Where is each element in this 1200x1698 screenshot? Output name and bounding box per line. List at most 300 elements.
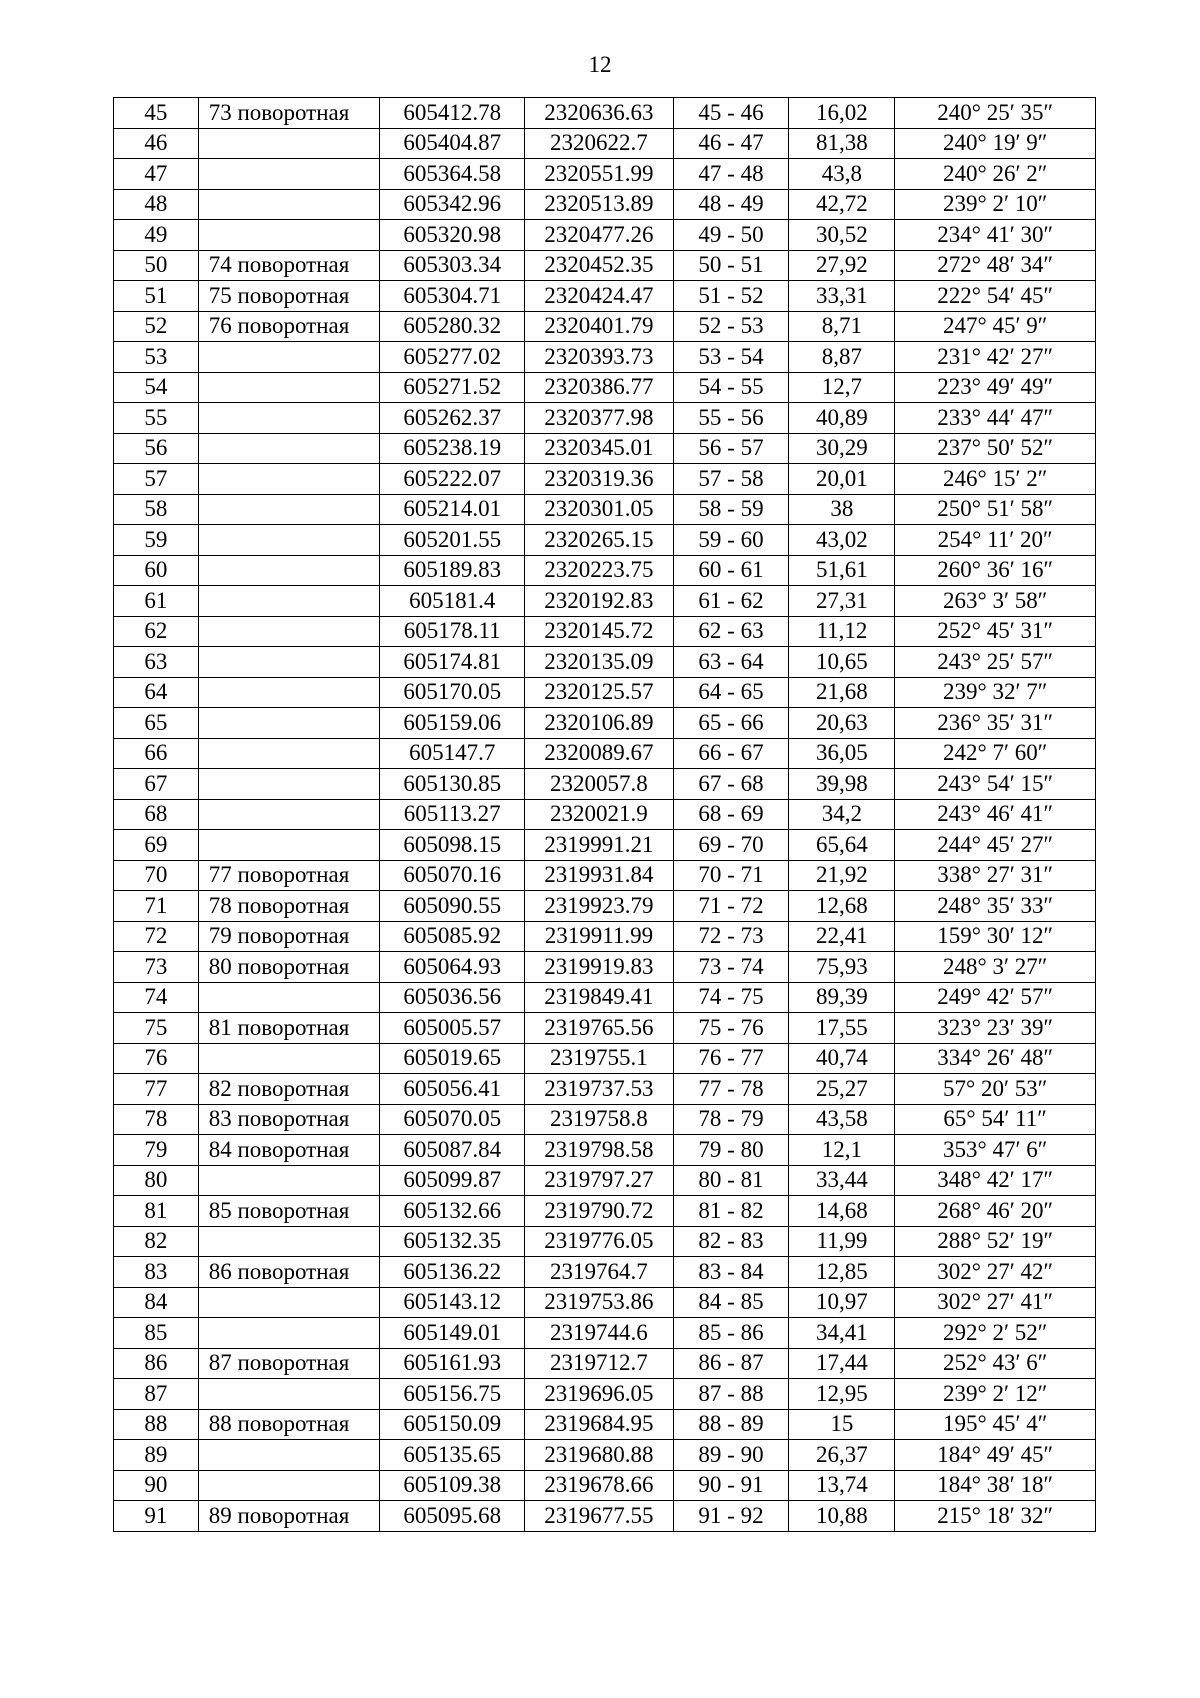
table-row: [114, 1409, 1096, 1440]
x-coordinate-cell: 605087.84: [380, 1135, 525, 1166]
segment-cell: 78 - 79: [673, 1104, 789, 1135]
direction-angle-cell: 249° 42′ 57″: [895, 982, 1096, 1013]
y-coordinate-cell: 2320301.05: [525, 494, 673, 525]
point-number-cell: 45: [114, 98, 199, 129]
x-coordinate-cell: 605342.96: [380, 189, 525, 220]
x-coordinate-cell: 605132.35: [380, 1226, 525, 1257]
y-coordinate-cell: 2320319.36: [525, 464, 673, 495]
x-coordinate-cell: 605135.65: [380, 1440, 525, 1471]
point-number-cell: 52: [114, 311, 199, 342]
turning-point-name-cell: [198, 1318, 379, 1349]
table-row: [114, 1226, 1096, 1257]
x-coordinate-cell: 605150.09: [380, 1409, 525, 1440]
direction-angle-cell: 244° 45′ 27″: [895, 830, 1096, 861]
segment-length-cell: 30,52: [789, 220, 895, 251]
y-coordinate-cell: 2320386.77: [525, 372, 673, 403]
turning-point-name-cell: [198, 708, 379, 739]
turning-point-name-cell: [198, 372, 379, 403]
direction-angle-cell: 292° 2′ 52″: [895, 1318, 1096, 1349]
point-number-cell: 48: [114, 189, 199, 220]
y-coordinate-cell: 2319737.53: [525, 1074, 673, 1105]
segment-cell: 76 - 77: [673, 1043, 789, 1074]
segment-cell: 82 - 83: [673, 1226, 789, 1257]
y-coordinate-cell: 2319753.86: [525, 1287, 673, 1318]
x-coordinate-cell: 605320.98: [380, 220, 525, 251]
y-coordinate-cell: 2320135.09: [525, 647, 673, 678]
segment-length-cell: 20,01: [789, 464, 895, 495]
y-coordinate-cell: 2320265.15: [525, 525, 673, 556]
segment-cell: 56 - 57: [673, 433, 789, 464]
x-coordinate-cell: 605005.57: [380, 1013, 525, 1044]
turning-point-name-cell: 83 поворотная: [198, 1104, 379, 1135]
segment-length-cell: 13,74: [789, 1470, 895, 1501]
y-coordinate-cell: 2319684.95: [525, 1409, 673, 1440]
x-coordinate-cell: 605085.92: [380, 921, 525, 952]
table-row: [114, 220, 1096, 251]
table-row: [114, 982, 1096, 1013]
point-number-cell: 88: [114, 1409, 199, 1440]
y-coordinate-cell: 2319680.88: [525, 1440, 673, 1471]
direction-angle-cell: 302° 27′ 41″: [895, 1287, 1096, 1318]
point-number-cell: 62: [114, 616, 199, 647]
table-row: [114, 738, 1096, 769]
turning-point-name-cell: [198, 1287, 379, 1318]
direction-angle-cell: 247° 45′ 9″: [895, 311, 1096, 342]
table-row: [114, 372, 1096, 403]
y-coordinate-cell: 2320125.57: [525, 677, 673, 708]
turning-point-name-cell: [198, 799, 379, 830]
x-coordinate-cell: 605304.71: [380, 281, 525, 312]
x-coordinate-cell: 605070.16: [380, 860, 525, 891]
x-coordinate-cell: 605099.87: [380, 1165, 525, 1196]
table-row: [114, 586, 1096, 617]
table-row: [114, 525, 1096, 556]
y-coordinate-cell: 2320192.83: [525, 586, 673, 617]
segment-length-cell: 34,41: [789, 1318, 895, 1349]
segment-length-cell: 33,44: [789, 1165, 895, 1196]
y-coordinate-cell: 2319931.84: [525, 860, 673, 891]
segment-length-cell: 38: [789, 494, 895, 525]
turning-point-name-cell: 88 поворотная: [198, 1409, 379, 1440]
turning-point-name-cell: [198, 586, 379, 617]
direction-angle-cell: 348° 42′ 17″: [895, 1165, 1096, 1196]
segment-length-cell: 25,27: [789, 1074, 895, 1105]
segment-cell: 48 - 49: [673, 189, 789, 220]
segment-cell: 51 - 52: [673, 281, 789, 312]
turning-point-name-cell: 76 поворотная: [198, 311, 379, 342]
segment-length-cell: 17,44: [789, 1348, 895, 1379]
point-number-cell: 47: [114, 159, 199, 190]
direction-angle-cell: 184° 49′ 45″: [895, 1440, 1096, 1471]
x-coordinate-cell: 605136.22: [380, 1257, 525, 1288]
segment-cell: 81 - 82: [673, 1196, 789, 1227]
x-coordinate-cell: 605132.66: [380, 1196, 525, 1227]
turning-point-name-cell: [198, 189, 379, 220]
direction-angle-cell: 268° 46′ 20″: [895, 1196, 1096, 1227]
direction-angle-cell: 334° 26′ 48″: [895, 1043, 1096, 1074]
segment-cell: 72 - 73: [673, 921, 789, 952]
table-row: [114, 464, 1096, 495]
direction-angle-cell: 236° 35′ 31″: [895, 708, 1096, 739]
point-number-cell: 78: [114, 1104, 199, 1135]
segment-cell: 55 - 56: [673, 403, 789, 434]
segment-length-cell: 10,97: [789, 1287, 895, 1318]
point-number-cell: 91: [114, 1501, 199, 1532]
table-row: [114, 1165, 1096, 1196]
direction-angle-cell: 260° 36′ 16″: [895, 555, 1096, 586]
segment-length-cell: 30,29: [789, 433, 895, 464]
segment-length-cell: 12,85: [789, 1257, 895, 1288]
segment-length-cell: 12,68: [789, 891, 895, 922]
direction-angle-cell: 252° 45′ 31″: [895, 616, 1096, 647]
segment-length-cell: 43,02: [789, 525, 895, 556]
direction-angle-cell: 248° 35′ 33″: [895, 891, 1096, 922]
point-number-cell: 55: [114, 403, 199, 434]
segment-length-cell: 8,71: [789, 311, 895, 342]
segment-length-cell: 40,74: [789, 1043, 895, 1074]
turning-point-name-cell: 82 поворотная: [198, 1074, 379, 1105]
point-number-cell: 61: [114, 586, 199, 617]
y-coordinate-cell: 2319677.55: [525, 1501, 673, 1532]
point-number-cell: 76: [114, 1043, 199, 1074]
point-number-cell: 70: [114, 860, 199, 891]
y-coordinate-cell: 2320377.98: [525, 403, 673, 434]
point-number-cell: 66: [114, 738, 199, 769]
segment-cell: 66 - 67: [673, 738, 789, 769]
table-row: [114, 1013, 1096, 1044]
point-number-cell: 85: [114, 1318, 199, 1349]
segment-length-cell: 39,98: [789, 769, 895, 800]
segment-cell: 79 - 80: [673, 1135, 789, 1166]
table-row: [114, 1440, 1096, 1471]
turning-point-name-cell: [198, 403, 379, 434]
segment-cell: 61 - 62: [673, 586, 789, 617]
page-number: 12: [588, 52, 612, 77]
turning-point-name-cell: 81 поворотная: [198, 1013, 379, 1044]
table-row: [114, 1379, 1096, 1410]
table-row: [114, 1196, 1096, 1227]
segment-length-cell: 51,61: [789, 555, 895, 586]
x-coordinate-cell: 605159.06: [380, 708, 525, 739]
direction-angle-cell: 57° 20′ 53″: [895, 1074, 1096, 1105]
table-row: [114, 860, 1096, 891]
segment-cell: 60 - 61: [673, 555, 789, 586]
x-coordinate-cell: 605147.7: [380, 738, 525, 769]
point-number-cell: 60: [114, 555, 199, 586]
point-number-cell: 86: [114, 1348, 199, 1379]
segment-length-cell: 8,87: [789, 342, 895, 373]
direction-angle-cell: 242° 7′ 60″: [895, 738, 1096, 769]
segment-length-cell: 12,7: [789, 372, 895, 403]
turning-point-name-cell: [198, 1440, 379, 1471]
direction-angle-cell: 239° 2′ 12″: [895, 1379, 1096, 1410]
segment-cell: 67 - 68: [673, 769, 789, 800]
y-coordinate-cell: 2320393.73: [525, 342, 673, 373]
x-coordinate-cell: 605271.52: [380, 372, 525, 403]
direction-angle-cell: 302° 27′ 42″: [895, 1257, 1096, 1288]
y-coordinate-cell: 2319991.21: [525, 830, 673, 861]
x-coordinate-cell: 605070.05: [380, 1104, 525, 1135]
turning-point-name-cell: 75 поворотная: [198, 281, 379, 312]
y-coordinate-cell: 2319790.72: [525, 1196, 673, 1227]
turning-point-name-cell: [198, 1470, 379, 1501]
x-coordinate-cell: 605064.93: [380, 952, 525, 983]
segment-length-cell: 27,92: [789, 250, 895, 281]
segment-cell: 91 - 92: [673, 1501, 789, 1532]
point-number-cell: 72: [114, 921, 199, 952]
table-row: [114, 555, 1096, 586]
direction-angle-cell: 353° 47′ 6″: [895, 1135, 1096, 1166]
x-coordinate-cell: 605056.41: [380, 1074, 525, 1105]
direction-angle-cell: 234° 41′ 30″: [895, 220, 1096, 251]
x-coordinate-cell: 605113.27: [380, 799, 525, 830]
turning-point-name-cell: [198, 1379, 379, 1410]
turning-point-name-cell: [198, 647, 379, 678]
y-coordinate-cell: 2320223.75: [525, 555, 673, 586]
table-row: [114, 281, 1096, 312]
segment-length-cell: 22,41: [789, 921, 895, 952]
turning-point-name-cell: 73 поворотная: [198, 98, 379, 129]
x-coordinate-cell: 605178.11: [380, 616, 525, 647]
table-row: [114, 433, 1096, 464]
x-coordinate-cell: 605303.34: [380, 250, 525, 281]
direction-angle-cell: 272° 48′ 34″: [895, 250, 1096, 281]
y-coordinate-cell: 2320424.47: [525, 281, 673, 312]
x-coordinate-cell: 605156.75: [380, 1379, 525, 1410]
point-number-cell: 67: [114, 769, 199, 800]
segment-length-cell: 27,31: [789, 586, 895, 617]
coordinates-table-body: [114, 98, 1096, 1532]
segment-length-cell: 20,63: [789, 708, 895, 739]
direction-angle-cell: 195° 45′ 4″: [895, 1409, 1096, 1440]
y-coordinate-cell: 2319911.99: [525, 921, 673, 952]
x-coordinate-cell: 605170.05: [380, 677, 525, 708]
y-coordinate-cell: 2319798.58: [525, 1135, 673, 1166]
turning-point-name-cell: [198, 342, 379, 373]
table-row: [114, 1348, 1096, 1379]
point-number-cell: 59: [114, 525, 199, 556]
y-coordinate-cell: 2319797.27: [525, 1165, 673, 1196]
turning-point-name-cell: 74 поворотная: [198, 250, 379, 281]
turning-point-name-cell: 84 поворотная: [198, 1135, 379, 1166]
turning-point-name-cell: [198, 616, 379, 647]
y-coordinate-cell: 2320636.63: [525, 98, 673, 129]
point-number-cell: 73: [114, 952, 199, 983]
point-number-cell: 77: [114, 1074, 199, 1105]
turning-point-name-cell: 77 поворотная: [198, 860, 379, 891]
segment-cell: 45 - 46: [673, 98, 789, 129]
segment-cell: 84 - 85: [673, 1287, 789, 1318]
direction-angle-cell: 248° 3′ 27″: [895, 952, 1096, 983]
point-number-cell: 81: [114, 1196, 199, 1227]
segment-cell: 85 - 86: [673, 1318, 789, 1349]
segment-cell: 63 - 64: [673, 647, 789, 678]
segment-cell: 46 - 47: [673, 128, 789, 159]
point-number-cell: 51: [114, 281, 199, 312]
segment-length-cell: 43,58: [789, 1104, 895, 1135]
direction-angle-cell: 252° 43′ 6″: [895, 1348, 1096, 1379]
point-number-cell: 75: [114, 1013, 199, 1044]
segment-length-cell: 34,2: [789, 799, 895, 830]
segment-cell: 80 - 81: [673, 1165, 789, 1196]
segment-cell: 77 - 78: [673, 1074, 789, 1105]
segment-cell: 83 - 84: [673, 1257, 789, 1288]
turning-point-name-cell: 79 поворотная: [198, 921, 379, 952]
table-row: [114, 708, 1096, 739]
direction-angle-cell: 243° 54′ 15″: [895, 769, 1096, 800]
table-row: [114, 311, 1096, 342]
table-row: [114, 1501, 1096, 1532]
x-coordinate-cell: 605036.56: [380, 982, 525, 1013]
segment-length-cell: 14,68: [789, 1196, 895, 1227]
y-coordinate-cell: 2320551.99: [525, 159, 673, 190]
table-row: [114, 403, 1096, 434]
point-number-cell: 83: [114, 1257, 199, 1288]
point-number-cell: 74: [114, 982, 199, 1013]
table-row: [114, 1043, 1096, 1074]
point-number-cell: 65: [114, 708, 199, 739]
point-number-cell: 79: [114, 1135, 199, 1166]
direction-angle-cell: 215° 18′ 32″: [895, 1501, 1096, 1532]
direction-angle-cell: 65° 54′ 11″: [895, 1104, 1096, 1135]
turning-point-name-cell: [198, 982, 379, 1013]
table-row: [114, 1074, 1096, 1105]
segment-length-cell: 11,12: [789, 616, 895, 647]
x-coordinate-cell: 605019.65: [380, 1043, 525, 1074]
x-coordinate-cell: 605238.19: [380, 433, 525, 464]
table-row: [114, 830, 1096, 861]
segment-cell: 53 - 54: [673, 342, 789, 373]
point-number-cell: 89: [114, 1440, 199, 1471]
table-row: [114, 98, 1096, 129]
x-coordinate-cell: 605174.81: [380, 647, 525, 678]
x-coordinate-cell: 605364.58: [380, 159, 525, 190]
x-coordinate-cell: 605404.87: [380, 128, 525, 159]
segment-cell: 86 - 87: [673, 1348, 789, 1379]
x-coordinate-cell: 605201.55: [380, 525, 525, 556]
x-coordinate-cell: 605143.12: [380, 1287, 525, 1318]
segment-length-cell: 42,72: [789, 189, 895, 220]
table-row: [114, 769, 1096, 800]
segment-length-cell: 12,95: [789, 1379, 895, 1410]
turning-point-name-cell: [198, 525, 379, 556]
point-number-cell: 46: [114, 128, 199, 159]
direction-angle-cell: 243° 25′ 57″: [895, 647, 1096, 678]
turning-point-name-cell: [198, 1226, 379, 1257]
turning-point-name-cell: 89 поворотная: [198, 1501, 379, 1532]
segment-cell: 68 - 69: [673, 799, 789, 830]
segment-cell: 52 - 53: [673, 311, 789, 342]
x-coordinate-cell: 605222.07: [380, 464, 525, 495]
segment-length-cell: 81,38: [789, 128, 895, 159]
y-coordinate-cell: 2319712.7: [525, 1348, 673, 1379]
segment-length-cell: 21,68: [789, 677, 895, 708]
y-coordinate-cell: 2319755.1: [525, 1043, 673, 1074]
segment-cell: 87 - 88: [673, 1379, 789, 1410]
segment-cell: 73 - 74: [673, 952, 789, 983]
x-coordinate-cell: 605181.4: [380, 586, 525, 617]
direction-angle-cell: 159° 30′ 12″: [895, 921, 1096, 952]
segment-cell: 71 - 72: [673, 891, 789, 922]
y-coordinate-cell: 2320452.35: [525, 250, 673, 281]
segment-length-cell: 12,1: [789, 1135, 895, 1166]
point-number-cell: 56: [114, 433, 199, 464]
table-row: [114, 494, 1096, 525]
x-coordinate-cell: 605090.55: [380, 891, 525, 922]
y-coordinate-cell: 2319919.83: [525, 952, 673, 983]
segment-length-cell: 26,37: [789, 1440, 895, 1471]
turning-point-name-cell: [198, 220, 379, 251]
turning-point-name-cell: [198, 830, 379, 861]
direction-angle-cell: 288° 52′ 19″: [895, 1226, 1096, 1257]
turning-point-name-cell: [198, 1043, 379, 1074]
x-coordinate-cell: 605214.01: [380, 494, 525, 525]
point-number-cell: 84: [114, 1287, 199, 1318]
point-number-cell: 49: [114, 220, 199, 251]
point-number-cell: 63: [114, 647, 199, 678]
segment-cell: 59 - 60: [673, 525, 789, 556]
table-row: [114, 921, 1096, 952]
x-coordinate-cell: 605149.01: [380, 1318, 525, 1349]
table-row: [114, 1287, 1096, 1318]
turning-point-name-cell: 78 поворотная: [198, 891, 379, 922]
table-row: [114, 342, 1096, 373]
point-number-cell: 58: [114, 494, 199, 525]
y-coordinate-cell: 2319923.79: [525, 891, 673, 922]
turning-point-name-cell: [198, 555, 379, 586]
direction-angle-cell: 240° 26′ 2″: [895, 159, 1096, 190]
direction-angle-cell: 222° 54′ 45″: [895, 281, 1096, 312]
y-coordinate-cell: 2319849.41: [525, 982, 673, 1013]
direction-angle-cell: 240° 19′ 9″: [895, 128, 1096, 159]
direction-angle-cell: 233° 44′ 47″: [895, 403, 1096, 434]
direction-angle-cell: 223° 49′ 49″: [895, 372, 1096, 403]
segment-cell: 57 - 58: [673, 464, 789, 495]
point-number-cell: 80: [114, 1165, 199, 1196]
table-row: [114, 189, 1096, 220]
direction-angle-cell: 263° 3′ 58″: [895, 586, 1096, 617]
y-coordinate-cell: 2319776.05: [525, 1226, 673, 1257]
segment-length-cell: 10,65: [789, 647, 895, 678]
table-row: [114, 128, 1096, 159]
direction-angle-cell: 184° 38′ 18″: [895, 1470, 1096, 1501]
point-number-cell: 90: [114, 1470, 199, 1501]
segment-cell: 75 - 76: [673, 1013, 789, 1044]
segment-cell: 49 - 50: [673, 220, 789, 251]
turning-point-name-cell: [198, 738, 379, 769]
segment-cell: 74 - 75: [673, 982, 789, 1013]
segment-length-cell: 36,05: [789, 738, 895, 769]
point-number-cell: 87: [114, 1379, 199, 1410]
direction-angle-cell: 254° 11′ 20″: [895, 525, 1096, 556]
segment-cell: 62 - 63: [673, 616, 789, 647]
y-coordinate-cell: 2320057.8: [525, 769, 673, 800]
y-coordinate-cell: 2319758.8: [525, 1104, 673, 1135]
turning-point-name-cell: [198, 433, 379, 464]
table-row: [114, 1470, 1096, 1501]
point-number-cell: 57: [114, 464, 199, 495]
point-number-cell: 68: [114, 799, 199, 830]
segment-cell: 58 - 59: [673, 494, 789, 525]
segment-cell: 88 - 89: [673, 1409, 789, 1440]
y-coordinate-cell: 2319765.56: [525, 1013, 673, 1044]
direction-angle-cell: 239° 2′ 10″: [895, 189, 1096, 220]
turning-point-name-cell: [198, 677, 379, 708]
turning-point-name-cell: [198, 464, 379, 495]
segment-cell: 89 - 90: [673, 1440, 789, 1471]
segment-cell: 65 - 66: [673, 708, 789, 739]
point-number-cell: 50: [114, 250, 199, 281]
